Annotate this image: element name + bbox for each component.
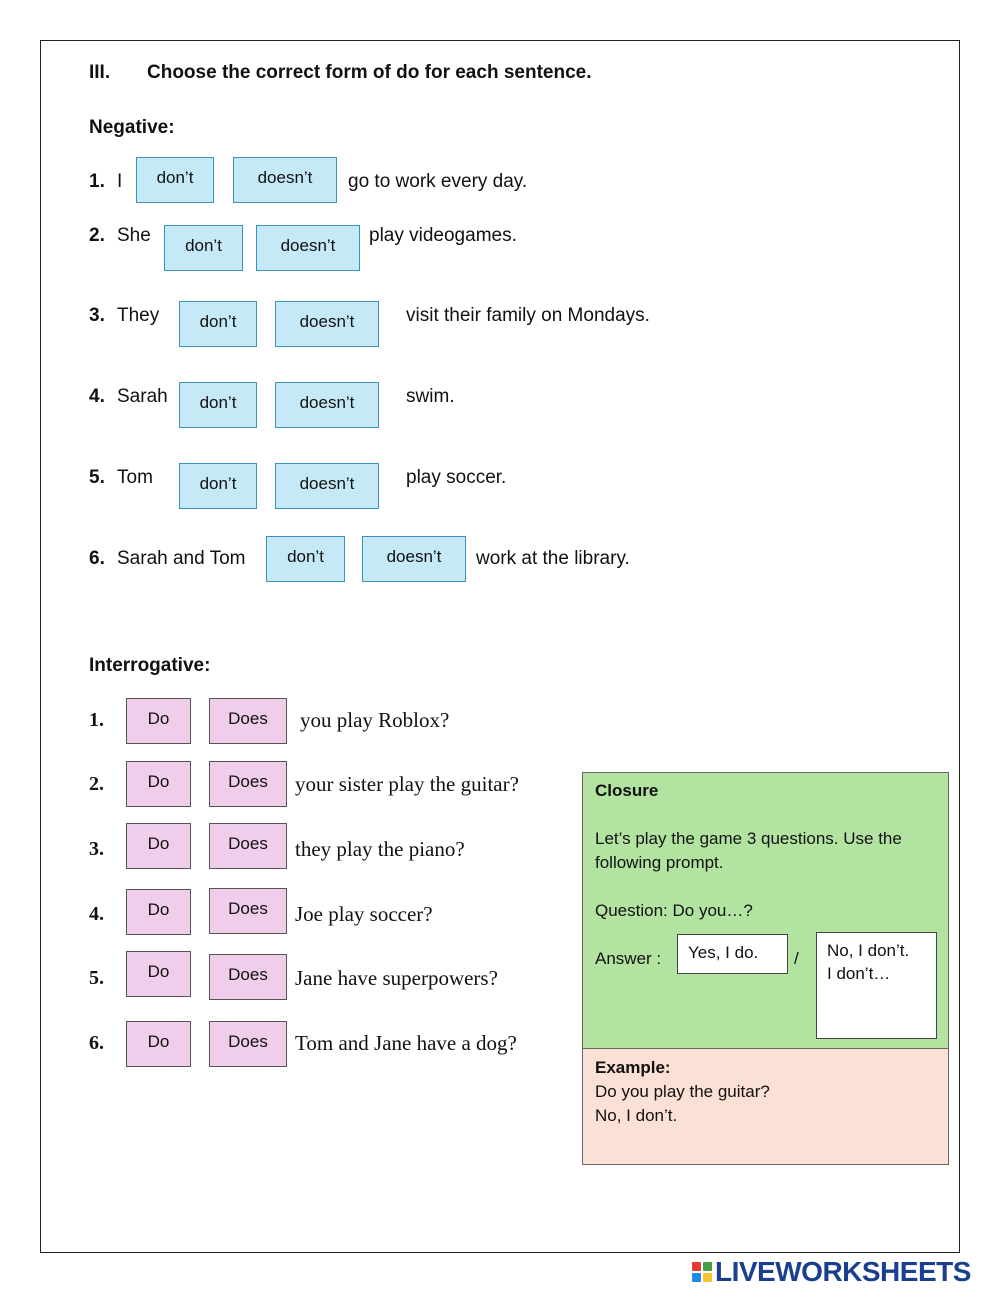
liveworksheets-logo-icon: [692, 1262, 712, 1282]
example-label: Example:: [595, 1058, 671, 1077]
answer-no-box: [816, 932, 937, 1039]
answer-yes-box: Yes, I do.: [677, 934, 788, 974]
interrogative-item-number: 2.: [89, 773, 104, 795]
answer-no-line1: No, I don’t.: [827, 941, 910, 960]
negative-item-subject: Tom: [117, 467, 153, 488]
does-option-button[interactable]: Does: [209, 954, 287, 1000]
interrogative-item-number: 3.: [89, 838, 104, 860]
interrogative-item-rest: you play Roblox?: [300, 708, 450, 732]
does-option-button[interactable]: Does: [209, 888, 287, 934]
interrogative-item-number: 6.: [89, 1032, 104, 1054]
negative-item-rest: visit their family on Mondays.: [406, 305, 650, 326]
liveworksheets-logo: [692, 1256, 971, 1288]
negative-item-rest: work at the library.: [476, 548, 630, 569]
answer-no-line2: I don’t…: [827, 964, 891, 983]
dont-option-button[interactable]: don’t: [179, 301, 257, 347]
interrogative-item-rest: Joe play soccer?: [295, 902, 433, 926]
doesnt-option-button[interactable]: doesn’t: [275, 382, 379, 428]
logo-square-green: [703, 1262, 712, 1271]
negative-heading: Negative:: [89, 117, 175, 138]
interrogative-item-rest: your sister play the guitar?: [295, 772, 519, 796]
closure-prompt-line1: Let’s play the game 3 questions. Use the: [595, 829, 902, 848]
logo-text: LIVEWORKSHEETS: [715, 1256, 971, 1287]
negative-item-number: 5.: [89, 467, 105, 488]
closure-title: Closure: [595, 781, 659, 800]
negative-item-number: 6.: [89, 548, 105, 569]
closure-prompt-line2: following prompt.: [595, 853, 724, 872]
interrogative-item-rest: Jane have superpowers?: [295, 966, 498, 990]
doesnt-option-button[interactable]: doesn’t: [256, 225, 360, 271]
does-option-button[interactable]: Does: [209, 823, 287, 869]
answer-separator: /: [794, 949, 799, 968]
negative-item-rest: play soccer.: [406, 467, 507, 488]
negative-item-subject: Sarah and Tom: [117, 548, 246, 569]
doesnt-option-button[interactable]: doesn’t: [233, 157, 337, 203]
closure-question: Question: Do you…?: [595, 901, 753, 920]
does-option-button[interactable]: Does: [209, 761, 287, 807]
negative-item-subject: She: [117, 225, 151, 246]
logo-square-blue: [692, 1273, 701, 1282]
dont-option-button[interactable]: don’t: [179, 463, 257, 509]
negative-item-subject: I: [117, 171, 123, 192]
logo-square-red: [692, 1262, 701, 1271]
do-option-button[interactable]: Do: [126, 889, 191, 935]
dont-option-button[interactable]: don’t: [179, 382, 257, 428]
dont-option-button[interactable]: don’t: [136, 157, 214, 203]
example-answer: No, I don’t.: [595, 1106, 678, 1125]
interrogative-item-number: 4.: [89, 903, 104, 925]
do-option-button[interactable]: Do: [126, 698, 191, 744]
interrogative-item-rest: they play the piano?: [295, 837, 465, 861]
interrogative-item-number: 5.: [89, 967, 104, 989]
negative-item-rest: go to work every day.: [348, 171, 528, 192]
dont-option-button[interactable]: don’t: [164, 225, 243, 271]
does-option-button[interactable]: Does: [209, 1021, 287, 1067]
negative-item-number: 1.: [89, 171, 105, 192]
do-option-button[interactable]: Do: [126, 761, 191, 807]
interrogative-heading: Interrogative:: [89, 655, 211, 676]
do-option-button[interactable]: Do: [126, 951, 191, 997]
negative-item-number: 4.: [89, 386, 105, 407]
negative-item-number: 2.: [89, 225, 105, 246]
section-number: III.: [89, 62, 111, 83]
does-option-button[interactable]: Does: [209, 698, 287, 744]
do-option-button[interactable]: Do: [126, 1021, 191, 1067]
negative-item-subject: Sarah: [117, 386, 168, 407]
doesnt-option-button[interactable]: doesn’t: [275, 301, 379, 347]
instruction-text: Choose the correct form of do for each sentence.: [147, 62, 592, 83]
negative-item-rest: play videogames.: [369, 225, 517, 246]
interrogative-item-number: 1.: [89, 709, 104, 731]
answer-label: Answer :: [595, 949, 662, 968]
do-option-button[interactable]: Do: [126, 823, 191, 869]
interrogative-item-rest: Tom and Jane have a dog?: [295, 1031, 517, 1055]
negative-item-number: 3.: [89, 305, 105, 326]
doesnt-option-button[interactable]: doesn’t: [362, 536, 466, 582]
example-question: Do you play the guitar?: [595, 1082, 770, 1101]
negative-item-rest: swim.: [406, 386, 455, 407]
logo-square-yellow: [703, 1273, 712, 1282]
doesnt-option-button[interactable]: doesn’t: [275, 463, 379, 509]
negative-item-subject: They: [117, 305, 160, 326]
dont-option-button[interactable]: don’t: [266, 536, 345, 582]
